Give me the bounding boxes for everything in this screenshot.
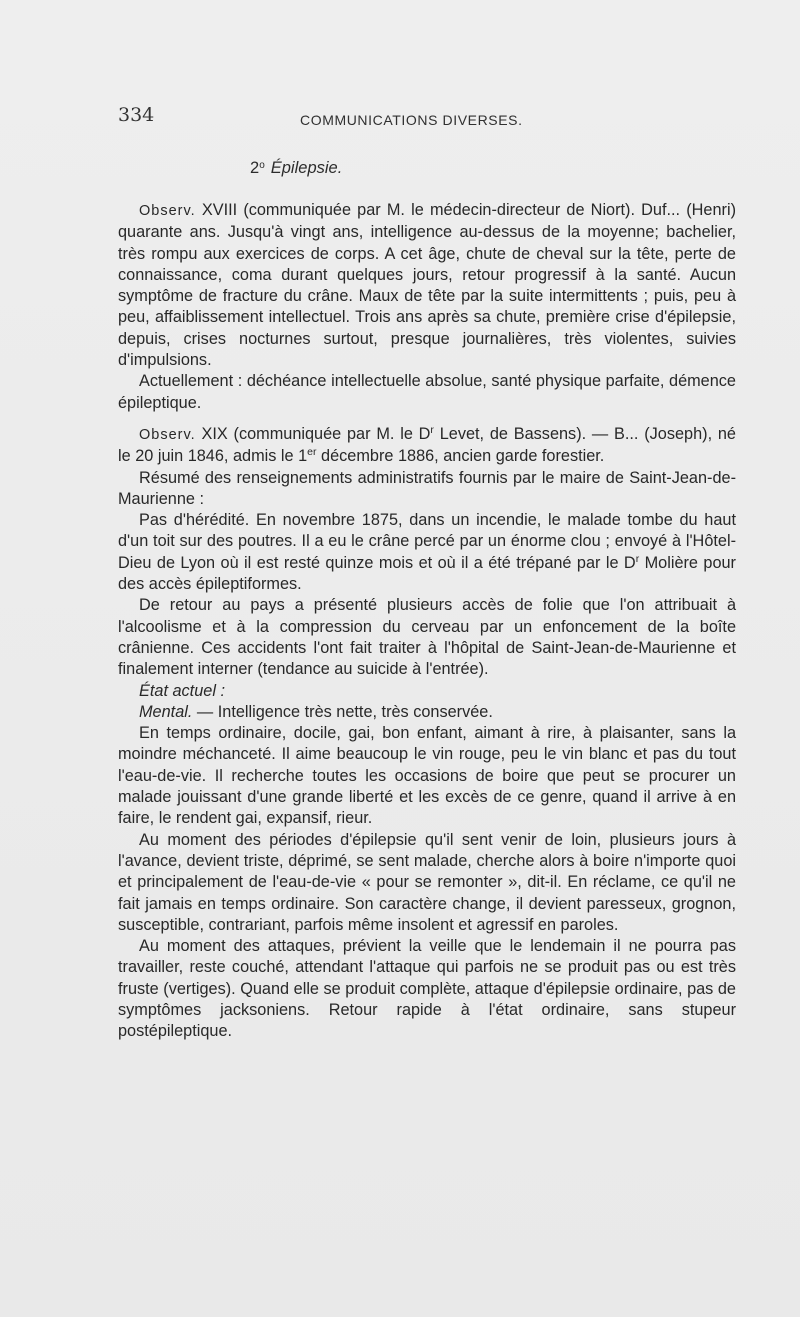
- page-number: 334: [118, 104, 155, 126]
- etat-actuel-heading: État actuel :: [139, 681, 225, 700]
- retour-paragraph: De retour au pays a présenté plusieurs accès de folie que l'on attribuait à l'alcoolisme et à la compression du cerveau par un enfoncement de la boîte crânienne. Ces accidents l'ont fait traiter à l'hôpital de Saint-Jean-de-Maurienne et finalement interner (tendance au suicide à l'entrée).: [118, 596, 736, 679]
- page-header: [118, 104, 738, 138]
- section-number: 2$^o$: [250, 159, 265, 177]
- resume-paragraph: Résumé des renseignements administratifs fournis par le maire de Saint-Jean-de-Maurienne :: [118, 468, 736, 508]
- heredite-paragraph: Pas d'hérédité. En novembre 1875, dans un incendie, le malade tombe du haut d'un toit sur des poutres. Il a eu le crâne percé par un énorme clou ; envoyé à l'Hôtel-Dieu de Lyon où il est resté quinze mois et où il a été trépané par le $D^r$ Molière pour des accès épileptiformes.: [118, 511, 736, 594]
- observation-18-conclusion: Actuellement : déchéance intellectuelle absolue, santé physique parfaite, démence épileptique.: [118, 372, 736, 412]
- observation-18-paragraph: Observ. XVIII (communiquée par M. le médecin-directeur de Niort). Duf... (Henri) quarante ans. Jusqu'à vingt ans, intelligence au-dessus de la moyenne; bachelier, très rompu aux exercices de corps. A cet âge, chute de cheval sur la tête, perte de connaissance, coma durant quelques jours, retour progressif à la santé. Aucun symptôme de fracture du crâne. Maux de tête par la suite intermittents ; puis, peu à peu, affaiblissement intellectuel. Trois ans après sa chute, première crise d'épilepsie, depuis, crises nocturnes surtout, presque journalières, très violentes, suivies d'impulsions.: [118, 201, 736, 370]
- temps-ordinaire-paragraph: En temps ordinaire, docile, gai, bon enfant, aimant à rire, à plaisanter, sans la moindre méchanceté. Il aime beaucoup le vin rouge, peu le vin blanc et pas du tout l'eau-de-vie. Il recherche toutes les occasions de boire que peut se procurer un malade jouissant d'une grande liberté et les excès de ce genre, quand il arrive à en faire, le rendent gai, expansif, rieur.: [118, 724, 736, 828]
- mental-label: Mental.: [139, 702, 193, 721]
- observation-19-paragraph: Observ. XIX (communiquée par M. le $D^r$ Levet, de Bassens). — B... (Joseph), né le 20 juin 1846, admis le 1er décembre 1886, ancien garde forestier.: [118, 423, 736, 466]
- section-title-text: Épilepsie.: [270, 159, 343, 177]
- observation-label: Observ.: [139, 426, 196, 443]
- periodes-paragraph: Au moment des périodes d'épilepsie qu'il sent venir de loin, plusieurs jours à l'avance, devient triste, déprimé, se sent malade, cherche alors à boire n'importe quoi et principalement de l'eau-de-vie « pour se remonter », dit-il. En réclame, ce qu'il ne fait jamais en temps ordinaire. Son caractère change, il devient paresseux, grognon, susceptible, contrariant, parfois même insolent et agressif en paroles.: [118, 830, 736, 934]
- attaques-paragraph: Au moment des attaques, prévient la veille que le lendemain il ne pourra pas travailler, reste couché, attendant l'attaque qui parfois ne se produit pas ou est très fruste (vertiges). Quand elle se produit complète, attaque d'épilepsie ordinaire, pas de symptômes jacksoniens. Retour rapide à l'état ordinaire, sans stupeur postépileptique.: [118, 937, 736, 1041]
- observation-label: Observ.: [139, 203, 196, 219]
- running-head: COMMUNICATIONS DIVERSES.: [300, 112, 523, 128]
- mental-paragraph: Mental. — Intelligence très nette, très conservée.: [139, 702, 493, 721]
- article-body: [118, 200, 736, 1043]
- section-heading: [250, 159, 342, 178]
